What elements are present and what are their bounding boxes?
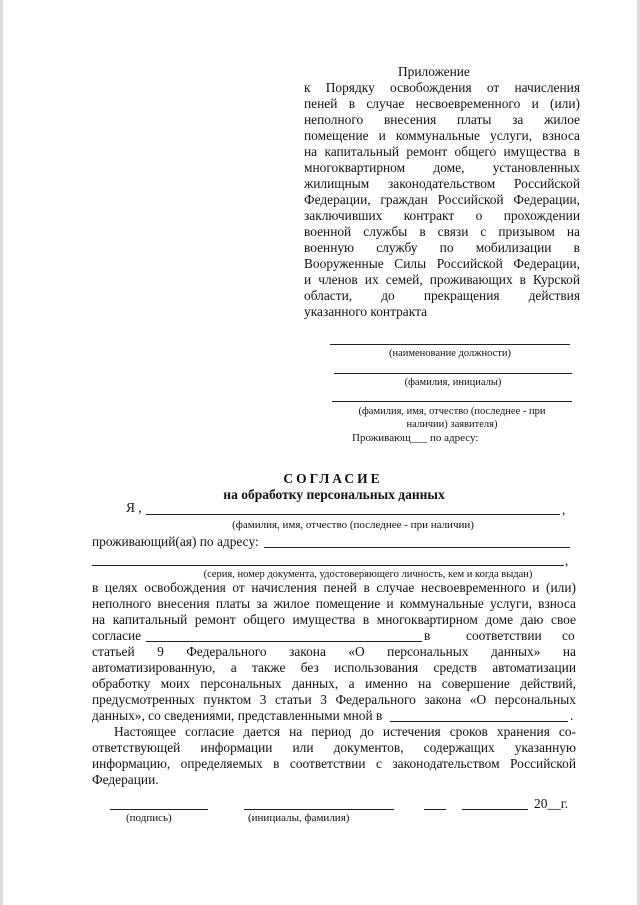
initials-line <box>244 809 394 810</box>
applicant-label-1: (фамилия, имя, отчество (последнее - при <box>358 406 546 417</box>
appendix-title: Приложение <box>398 64 470 79</box>
appendix-block-line: многоквартирном доме, установленных <box>304 160 580 175</box>
name-label: (фамилия, инициалы) <box>404 377 502 388</box>
period-dot: . <box>570 708 574 723</box>
consent-paragraph-1-rest <box>92 660 576 708</box>
fio-label: (фамилия, имя, отчество (последнее - при наличии) <box>232 519 474 531</box>
consent-paragraph-1 <box>92 580 576 628</box>
soglasie-word: согласие <box>92 628 142 643</box>
v-word: в <box>424 628 431 643</box>
appendix-block-line: военной службы в связи с призывом на <box>304 224 580 239</box>
applicant-label-2: наличии) заявителя) <box>406 419 498 430</box>
para2-line: Настоящее согласие дается на период до истечения сроков хранения со- <box>114 724 576 739</box>
data-source-line <box>390 721 568 722</box>
so-word: со <box>562 628 575 643</box>
sootv-word: соответствии <box>466 628 542 643</box>
appendix-block-line: жилищным законодательством Российской <box>304 176 580 191</box>
residence-label: Проживающ___ по адресу: <box>352 432 479 444</box>
address-line <box>264 547 570 548</box>
document-line <box>92 565 564 566</box>
position-line <box>330 344 570 345</box>
applicant-line <box>332 401 572 402</box>
initials-label: (инициалы, фамилия) <box>248 812 350 824</box>
appendix-block-last-line: указанного контракта <box>304 304 428 319</box>
para1-line: на капитальный ремонт общего имущества в многоквартирном доме даю свое <box>92 612 576 627</box>
appendix-block-line: помещение и коммунальные услуги, взноса <box>304 128 580 143</box>
appendix-block-line: на капитальный ремонт общего имущества в <box>304 144 580 159</box>
appendix-block-line: Федерации, граждан Российской Федерации, <box>304 192 580 207</box>
consent-subtitle: на обработку персональных данных <box>223 487 445 502</box>
para2-last-line: Федерации. <box>92 772 159 787</box>
signature-line <box>110 809 208 810</box>
day-line <box>424 809 446 810</box>
position-label: (наименование должности) <box>388 348 512 359</box>
para2-line: ответствующей информации или документов, содержащих указанную <box>92 740 576 755</box>
para1rest-line: предусмотренных пунктом 3 статьи 3 Федерального закона «О персональных <box>92 692 576 707</box>
consent-title: СОГЛАСИЕ <box>283 471 383 486</box>
ya-label: Я , <box>126 500 142 515</box>
data-line: данных», со сведениями, представленными мной в <box>92 708 383 723</box>
document-label: (серия, номер документа, удостоверяющего личность, кем и когда выдан) <box>203 569 533 580</box>
appendix-block-line: военную службу по мобилизации в <box>304 240 580 255</box>
fio-line <box>146 514 560 515</box>
appendix-block-line: заключивших контракт о прохождении <box>304 208 580 223</box>
address-prefix: проживающий(ая) по адресу: <box>92 534 259 549</box>
para1-line: неполного внесения платы за жилое помещение и коммунальные услуги, взноса <box>92 596 576 611</box>
appendix-block-line: области, до прекращения действия <box>304 288 580 303</box>
appendix-block-line: пеней в случае несвоевременного и (или) <box>304 96 580 111</box>
year-label: 20__г. <box>534 796 569 811</box>
month-line <box>462 809 528 810</box>
appendix-block-line: неполного внесения платы за жилое <box>304 112 580 127</box>
consent-paragraph-2 <box>92 724 576 788</box>
fio-comma: , <box>562 502 566 517</box>
name-line <box>334 373 572 374</box>
document-comma: , <box>565 553 569 568</box>
appendix-text <box>304 80 580 320</box>
para1rest-line: автоматизированную, а также без использования средств автоматизации <box>92 660 576 675</box>
appendix-block-line: к Порядку освобождения от начисления <box>304 80 580 95</box>
para2-line: информацию, определяемых в соответствии с законодательством Российской <box>92 756 576 771</box>
scan-edge-left <box>0 0 3 905</box>
appendix-block-line: и членов их семей, проживающих в Курской <box>304 272 580 287</box>
appendix-block-line: Вооруженные Силы Российской Федерации, <box>304 256 580 271</box>
signature-label: (подпись) <box>126 812 172 824</box>
soglasie-line <box>146 641 422 642</box>
law-line: статьей 9 Федерального закона «О персональных данных» на <box>92 644 576 659</box>
para1-line: в целях освобождения от начисления пеней в случае несвоевременного и (или) <box>92 580 576 595</box>
para1rest-line: обработку моих персональных данных, а именно на совершение действий, <box>92 676 576 691</box>
